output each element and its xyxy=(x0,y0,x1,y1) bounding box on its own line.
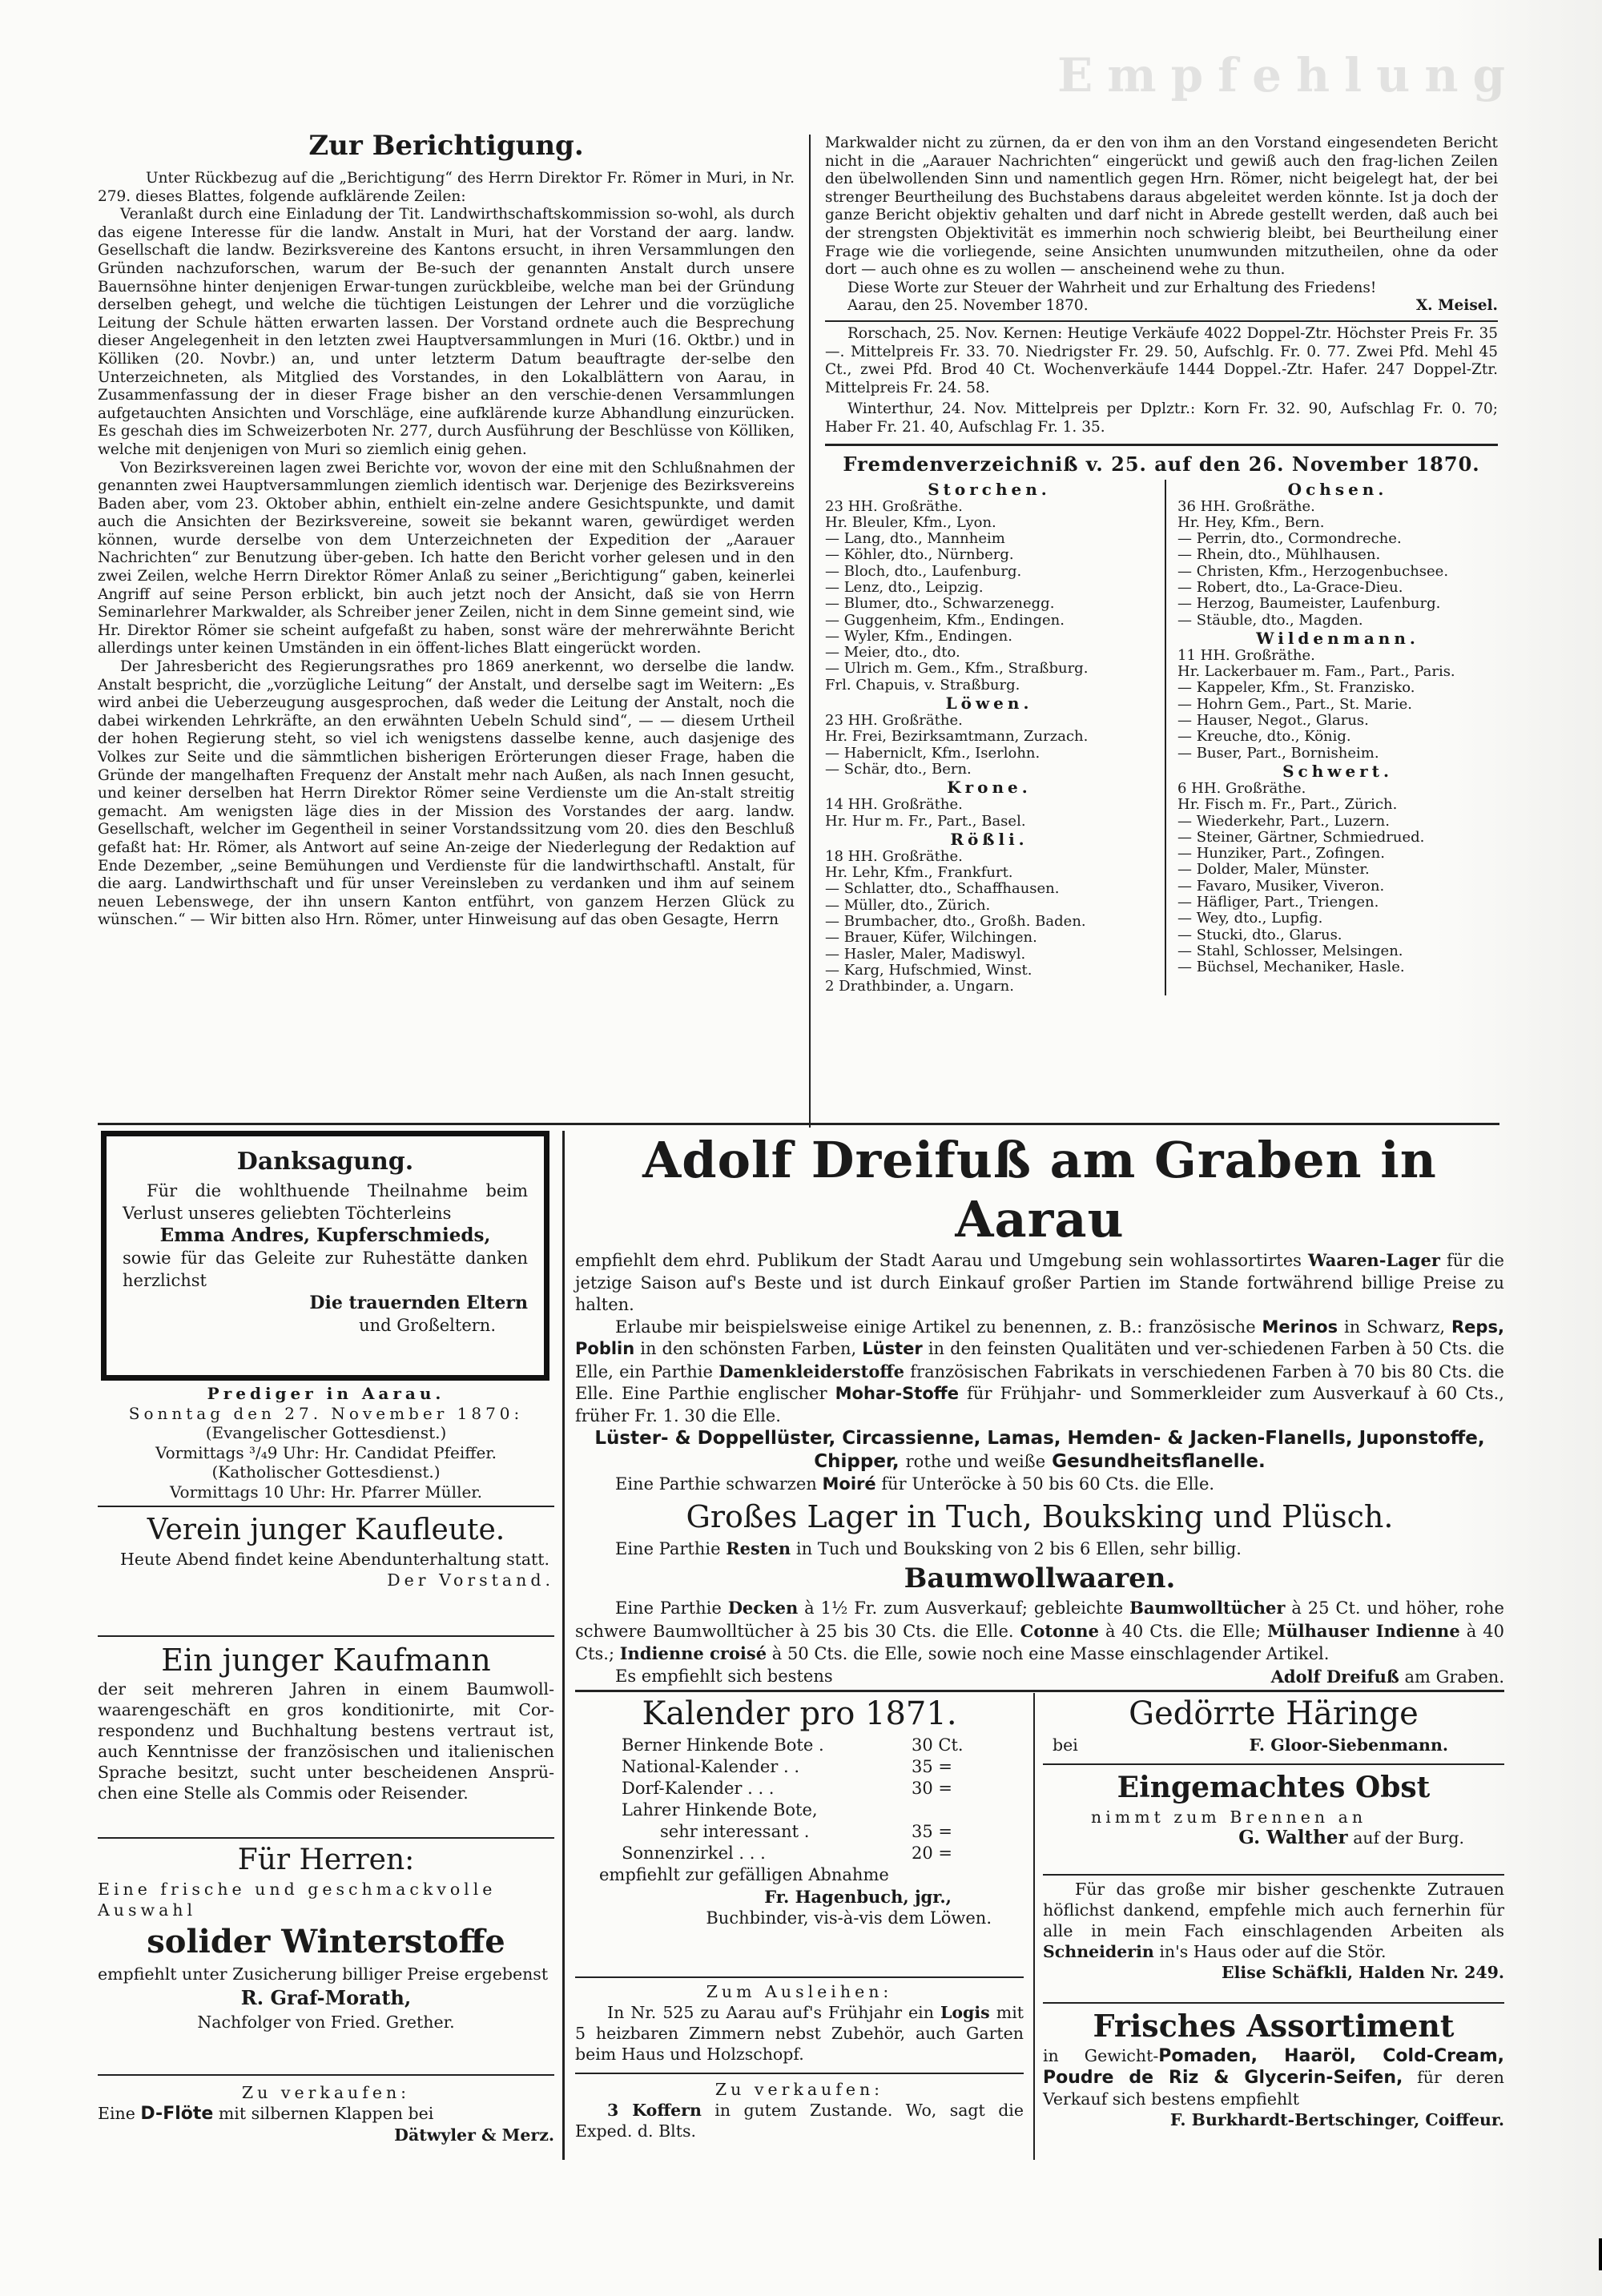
edge-mark xyxy=(1599,2238,1602,2270)
kalender-row xyxy=(622,1735,1000,1756)
prediger-line: (Evangelischer Gottesdienst.) xyxy=(205,1423,447,1442)
berichtigung-continuation xyxy=(825,135,1498,995)
guest: — Hasler, Maler, Madiswyl. xyxy=(825,946,1026,963)
guest: 18 HH. Großräthe. xyxy=(825,848,963,865)
dreifuss-bold: Reps, Poblin xyxy=(575,1317,1504,1358)
kaufmann-notice xyxy=(98,1642,554,1803)
kalender-seller: Fr. Hagenbuch, jgr., xyxy=(764,1887,952,1907)
guest: — Wyler, Kfm., Endingen. xyxy=(825,628,1012,645)
guest: — Lang, dto., Mannheim xyxy=(825,531,1005,548)
guest: 6 HH. Großräthe. xyxy=(1177,780,1306,797)
dreifuss-bold: Merinos xyxy=(1262,1317,1338,1337)
dreifuss-text: in Schwarz, xyxy=(1344,1317,1446,1337)
danksagung-name: Emma Andres, Kupferschmieds, xyxy=(159,1224,491,1246)
guest: — Bloch, dto., Laufenburg. xyxy=(825,563,1022,580)
signature: X. Meisel. xyxy=(1415,297,1498,315)
guest: — Hohrn Gem., Part., St. Marie. xyxy=(1177,696,1412,713)
kalender-ad xyxy=(575,1693,1024,1929)
berichtigung-paragraph: Von Bezirksvereinen lagen zwei Berichte vor, wovon der eine mit den Schlußnahmen der genannten zwei Hauptversammlungen ziemlich identisch war. Derjenige des Bezirksvereins Baden aber, vom 23. Oktober abhin, enthielt ein-zelne andere Gesichtspunkte, und damit auch die Ansichten der Bezirksvereine, soweit sie bekannt waren, gewürdiget werden können, wurde derselbe von dem Unterzeichneten der Expedition der „Aarauer Nachrichten“ zur Benutzung über-geben. Ich hatte den Bericht vorher gelesen und in den zwei Zeilen, welche Herrn Direktor Römer Anlaß zu seiner „Berichtigung“ gaben, keinerlei Angriff auf seine Person erblickt, bin auch jetzt noch der Ansicht, daß sie von Herrn Seminarlehrer Markwalder, als Schreiber jener Zeilen, nicht in dem Sinne gemeint sind, wie Hr. Direktor Römer sie scheint aufgefaßt zu haben, sonst wäre der mehrerwähnte Bericht allerdings unter keinen Umständen in ein öffent-liches Blatt eingerückt worden. xyxy=(98,459,795,657)
fremden-right xyxy=(1177,480,1498,995)
berichtigung-title: Zur Berichtigung. xyxy=(308,130,584,162)
hotel-name: Storchen. xyxy=(928,479,1051,499)
kaufmann-title: Ein junger Kaufmann xyxy=(161,1643,491,1678)
verkaufen-text: Eine xyxy=(98,2104,135,2123)
ausleihen-text: In Nr. 525 zu Aarau auf's Frühjahr ein xyxy=(607,2003,934,2022)
guest: Hr. Hur m. Fr., Part., Basel. xyxy=(825,813,1026,830)
dreifuss-bold: Mohar-Stoffe xyxy=(835,1384,960,1403)
dreifuss-text: à 40 Cts.; xyxy=(575,1621,1504,1663)
herren-text: Eine frische und geschmackvolle Auswahl xyxy=(98,1880,497,1920)
dreifuss-bold: Waaren-Lager xyxy=(1308,1250,1440,1270)
schneiderin-signature: Elise Schäfkli, Halden Nr. 249. xyxy=(1222,1963,1504,1982)
danksagung-signature: und Großeltern. xyxy=(359,1316,496,1335)
dreifuss-text: am Graben. xyxy=(1404,1667,1504,1687)
kalender-item: Berner Hinkende Bote . xyxy=(622,1735,824,1755)
ad-rule xyxy=(98,1506,554,1507)
guest: — Christen, Kfm., Herzogenbuchsee. xyxy=(1177,563,1449,580)
column-divider xyxy=(809,135,811,1128)
verkaufen-text: in gutem Zustande. Wo, sagt die Exped. d. Blts. xyxy=(575,2101,1024,2141)
guest: Frl. Chapuis, v. Straßburg. xyxy=(825,677,1020,694)
assortiment-signature: F. Burkhardt-Bertschinger, Coiffeur. xyxy=(1169,2110,1504,2129)
dreifuss-closing: Es empfiehlt sich bestens xyxy=(615,1666,833,1686)
guest: Hr. Lehr, Kfm., Frankfurt. xyxy=(825,865,1013,882)
market-report: Winterthur, 24. Nov. Mittelpreis per Dplztr.: Korn Fr. 32. 90, Aufschlag Fr. 0. 70; Haber Fr. 21. 40, Aufschlag Fr. 1. 35. xyxy=(825,400,1498,436)
dreifuss-signature: Adolf Dreifuß xyxy=(1270,1666,1399,1687)
herren-ad xyxy=(98,1842,554,2033)
dreifuss-bold: Decken xyxy=(727,1598,799,1618)
guest: — Buser, Part., Bornisheim. xyxy=(1177,745,1379,762)
guest: — Stäuble, dto., Magden. xyxy=(1177,612,1363,629)
bleed-through-ghost-text: Empfehlung xyxy=(1057,48,1520,103)
danksagung-box xyxy=(101,1131,549,1381)
hotel-name: Schwert. xyxy=(1282,761,1393,781)
danksagung-signature: Die trauernden Eltern xyxy=(309,1293,528,1313)
section-rule xyxy=(575,1690,1504,1692)
dreifuss-text: in Tuch und Bouksking von 2 bis 6 Ellen, sehr billig. xyxy=(795,1538,1242,1558)
guest: — Meier, dto., dto. xyxy=(825,645,960,661)
guest: — Brumbacher, dto., Großh. Baden. xyxy=(825,914,1086,931)
verein-notice xyxy=(98,1512,554,1590)
dreifuss-text: à 1½ Fr. zum Ausverkauf; gebleichte xyxy=(804,1598,1124,1618)
section-rule xyxy=(825,444,1498,446)
verein-signature: Der Vorstand. xyxy=(387,1570,554,1590)
schneiderin-text: Für das große mir bisher geschenkte Zutrauen höflichst dankend, empfehle mich auch fernerhin für alle in mein Fach einschlagenden Arbeiten als xyxy=(1043,1880,1504,1940)
dreifuss-text: in den feinsten Qualitäten und ver-schiedenen Farben à 50 Cts. die Elle, ein Parthie xyxy=(575,1339,1504,1381)
guest: — Dolder, Maler, Münster. xyxy=(1177,862,1370,879)
prediger-title: Prediger in Aarau. xyxy=(207,1384,445,1403)
kalender-title: Kalender pro 1871. xyxy=(642,1695,957,1732)
kalender-seller-location: Buchbinder, vis-à-vis dem Löwen. xyxy=(706,1908,992,1928)
ad-rule xyxy=(1043,2002,1504,2004)
assortiment-text: in Gewicht- xyxy=(1043,2046,1159,2065)
dreifuss-text: für Frühjahr- und Sommerkleider zum Ausverkauf à 60 Cts., früher Fr. 1. 30 die Elle. xyxy=(575,1384,1504,1425)
kalender-price: 30 = xyxy=(912,1779,952,1798)
dreifuss-text: Eine Parthie xyxy=(615,1598,722,1618)
guest: Hr. Lackerbauer m. Fam., Part., Paris. xyxy=(1177,664,1455,681)
schneiderin-bold: Schneiderin xyxy=(1043,1942,1154,1961)
kalender-row xyxy=(622,1756,1000,1778)
fremden-left xyxy=(825,480,1153,995)
dreifuss-ad xyxy=(575,1131,1504,1688)
haeringe-ad xyxy=(1043,1693,1504,1755)
dreifuss-text: für die jetzige Saison auf's Beste und ist durch Einkauf großer Partien im Stande fortwährend billige Preise zu halten. xyxy=(575,1251,1504,1314)
berichtigung-paragraph: Der Jahresbericht des Regierungsrathes pro 1869 anerkennt, wo derselbe die landw. Anstalt bespricht, die „vorzügliche Leitung“ der Anstalt, und derselbe sagt im Weitern: „Es wird anbei die Ueberzeugung ausgesprochen, daß weder die Leitung der Anstalt, noch die dabei wirkenden Lehrkräfte, an den erwähnten Uebeln Schuld sind“, — — diesem Urtheil der hohen Regierung steht, so viel ich wenigstens dasselbe kenne, auch dasjenige des Volkes zur Seite und die sämmtlichen bisherigen Erörterungen dieser Frage, haben die Gründe der mangelhaften Frequenz der Anstalt mehr nach Außen, als nach Innen gesucht, und keiner derselben hat Herrn Direktor Römer seine Verdienste um die An-stalt streitig gemacht. Am wenigsten läge dies in der Mission des Vorstandes der aarg. landw. Gesellschaft, welcher im Gegentheil in seiner Vorstandssitzung vom 20. dies den Beschluß gefaßt hat: Hr. Römer, als Antwort auf seine An-zeige der Niederlegung der Redaktion auf Ende Dezember, „seine Bemühungen und Verdienste für die landwirthschaftl. Anstalt, für die aarg. Landwirthschaft und für unser Vereinsleben zu verdanken und ihm auf seinem neuen Lebenswege, der ihn unsern Kanton entführt, von ganzem Herzen Glück zu wünschen.“ — Wir bitten also Hrn. Römer, unter Hinweisung auf das oben Gesagte, Herrn xyxy=(98,658,795,929)
verkaufen-heading: Zu verkaufen: xyxy=(714,2080,884,2099)
guest: — Ulrich m. Gem., Kfm., Straßburg. xyxy=(825,661,1089,678)
guest: — Stahl, Schlosser, Melsingen. xyxy=(1177,943,1403,959)
kalender-item: Sonnenzirkel . . . xyxy=(622,1844,766,1863)
haeringe-text: bei xyxy=(1053,1735,1078,1755)
guest: — Wey, dto., Lupfig. xyxy=(1177,911,1323,927)
guest: — Herzog, Baumeister, Laufenburg. xyxy=(1177,596,1441,613)
dreifuss-text: à 25 Ct. und höher, rohe schwere Baumwolltücher à 25 bis 30 Cts. die Elle. xyxy=(575,1598,1504,1641)
guest: 14 HH. Großräthe. xyxy=(825,797,963,814)
guest: — Lenz, dto., Leipzig. xyxy=(825,579,984,596)
guest: — Rhein, dto., Mühlhausen. xyxy=(1177,547,1381,564)
dreifuss-text: französischen Fabrikats in verschiedenen Farben à 70 bis 80 Cts. die Elle. Eine Parthie englischer xyxy=(575,1361,1504,1403)
ausleihen-text: mit 5 heizbaren Zimmern nebst Zubehör, auch Garten beim Haus und Holzschopf. xyxy=(575,2003,1024,2064)
kalender-item: Dorf-Kalender . . . xyxy=(622,1779,775,1798)
dreifuss-bold: Baumwolltücher xyxy=(1129,1598,1286,1618)
fremden-columns xyxy=(825,480,1498,995)
kalender-row xyxy=(622,1799,1000,1821)
dreifuss-text: für Unteröcke à 50 bis 60 Cts. die Elle. xyxy=(881,1474,1215,1494)
obst-text: nimmt zum Brennen an xyxy=(1091,1807,1367,1827)
verkaufen-left-ad xyxy=(98,2082,554,2145)
guest: — Büchsel, Mechaniker, Hasle. xyxy=(1177,959,1405,976)
herren-text: empfiehlt unter Zusicherung billiger Preise ergebenst xyxy=(98,1964,549,1984)
hotel-name: Löwen. xyxy=(945,694,1033,714)
dreifuss-bold: Cotonne xyxy=(1020,1620,1099,1641)
herren-successor: Nachfolger von Fried. Grether. xyxy=(197,2013,455,2032)
guest: — Guggenheim, Kfm., Endingen. xyxy=(825,612,1065,629)
ad-rule xyxy=(575,1976,1024,1978)
guest: — Robert, dto., La-Grace-Dieu. xyxy=(1177,579,1403,596)
guest: Hr. Frei, Bezirksamtmann, Zurzach. xyxy=(825,729,1089,746)
dreifuss-text: empfiehlt dem ehrd. Publikum der Stadt Aarau und Umgebung sein wohlassortirtes xyxy=(575,1251,1302,1270)
hotel-name: Ochsen. xyxy=(1287,479,1388,499)
kalender-price: 20 = xyxy=(912,1844,952,1863)
kalender-text: empfiehlt zur gefälligen Abnahme xyxy=(599,1865,889,1884)
berichtigung-paragraph: Unter Rückbezug auf die „Berichtigung“ des Herrn Direktor Fr. Römer in Muri, in Nr. 279. dieses Blattes, folgende aufklärende Zeilen: xyxy=(98,170,795,205)
schneiderin-text: in's Haus oder auf die Stör. xyxy=(1159,1942,1387,1961)
guest: 23 HH. Großräthe. xyxy=(825,713,963,730)
assortiment-products: Pomaden, Haaröl, Cold-Cream, Poudre de Riz & Glycerin-Seifen, xyxy=(1043,2046,1504,2088)
danksagung-text: sowie für das Geleite zur Ruhestätte danken herzlichst xyxy=(123,1249,528,1290)
berichtigung-paragraph: Veranlaßt durch eine Einladung der Tit. Landwirthschaftskommission so-wohl, als durch das eigene Interesse für die landw. Anstalt in Muri, hat der Vorstand der aarg. landw. Gesellschaft die landw. Bezirksvereine des Kantons ersucht, in ihren Versammlungen den Gründen nachzuforschen, warum der Be-such der genannten Anstalt durch unsere Bauernsöhne hinter denjenigen Erwar-tungen zurückbleibe, welche man bei der Gründung derselben gehegt, und welche die tüchtigen Leistungen der Lehrer und die vorzügliche Leitung der Schule hätten erwarten lassen. Der Vorstand ordnete auch die Besprechung dieser Angelegenheit in den letzten zwei Hauptversammlungen in Muri (16. Oktbr.) und in Kölliken (20. Novbr.) an, und unter letzterm Datum beauftragte der-selbe den Unterzeichneten, als Mitglied des Vorstandes, in den Lokalblättern von Aarau, in Zusammenfassung der in dieser Frage bisher an den verschie-denen Versammlungen aufgetauchten Ansichten und Vorschläge, eine aufklärende kurze Abhandlung einzurücken. Es geschah dies im Schweizerboten Nr. 277, durch Ausführung der Beschlüsse von Kölliken, welche mit denjenigen von Muri so ziemlich einig gehen. xyxy=(98,206,795,458)
guest: 23 HH. Großräthe. xyxy=(825,498,963,515)
kalender-price: 35 = xyxy=(912,1757,952,1776)
kalender-row xyxy=(622,1843,1000,1864)
dreifuss-baumwoll: Baumwollwaaren. xyxy=(904,1562,1176,1594)
guest: 36 HH. Großräthe. xyxy=(1177,498,1315,515)
dreifuss-fabrics: Gesundheitsflanelle. xyxy=(1052,1451,1266,1472)
market-report: Rorschach, 25. Nov. Kernen: Heutige Verkäufe 4022 Doppel-Ztr. Höchster Preis Fr. 35 —. Mittelpreis Fr. 33. 70. Niedrigster Fr. 29. 50, Aufschlg. Fr. 0. 77. Zwei Pfd. Mehl 45 Ct., zwei Pfd. Brod 40 Ct. Wochenverkäufe 1444 Doppel.-Ztr. Hafer. 247 Doppel-Ztr. Mittelpreis Fr. 24. 58. xyxy=(825,324,1498,396)
prediger-line: (Katholischer Gottesdienst.) xyxy=(211,1462,441,1482)
continuation-paragraph: Diese Worte zur Steuer der Wahrheit und zur Erhaltung des Friedens! xyxy=(847,279,1377,296)
verkaufen-right-ad xyxy=(575,2079,1024,2141)
ad-rule xyxy=(98,2074,554,2076)
kalender-price: 30 Ct. xyxy=(912,1735,964,1755)
dreifuss-text: à 40 Cts. die Elle; xyxy=(1105,1621,1262,1641)
guest: — Steiner, Gärtner, Schmiedrued. xyxy=(1177,829,1425,846)
dreifuss-bold: Mülhauser Indienne xyxy=(1267,1620,1460,1641)
dreifuss-text: in den schönsten Farben, xyxy=(640,1339,857,1358)
kalender-row xyxy=(622,1821,1000,1843)
herren-title: Für Herren: xyxy=(237,1844,415,1876)
obst-title: Eingemachtes Obst xyxy=(1117,1771,1431,1804)
haeringe-seller: F. Gloor-Siebenmann. xyxy=(1249,1735,1448,1755)
guest: — Wiederkehr, Part., Luzern. xyxy=(1177,813,1390,830)
dreifuss-fabrics: Lüster- & Doppellüster, Circassienne, Lamas, Hemden- & Jacken-Flanells, Juponstoffe, Chipper, xyxy=(594,1428,1485,1472)
guest: — Blumer, dto., Schwarzenegg. xyxy=(825,596,1055,613)
ad-rule xyxy=(575,2073,1024,2074)
ad-rule xyxy=(1043,1763,1504,1765)
kalender-item: National-Kalender . . xyxy=(622,1757,800,1776)
ad-rule xyxy=(1043,1874,1504,1876)
obst-name: G. Walther xyxy=(1238,1827,1348,1848)
dreifuss-bold: Lüster xyxy=(862,1339,923,1358)
verkaufen-item: D-Flöte xyxy=(140,2104,214,2124)
section-rule xyxy=(98,1123,1499,1125)
verein-title: Verein junger Kaufleute. xyxy=(147,1514,505,1546)
dreifuss-bold: Damenkleiderstoffe xyxy=(718,1361,904,1381)
verkaufen-heading: Zu verkaufen: xyxy=(241,2083,411,2102)
fremden-divider xyxy=(1165,480,1166,995)
herren-merchant: R. Graf-Morath, xyxy=(240,1986,412,2009)
danksagung-title: Danksagung. xyxy=(236,1148,414,1176)
dreifuss-lager: Großes Lager in Tuch, Bouksking und Plüsch. xyxy=(686,1498,1394,1534)
haeringe-title: Gedörrte Häringe xyxy=(1129,1695,1419,1732)
prediger-date: Sonntag den 27. November 1870: xyxy=(128,1403,524,1423)
kalender-price xyxy=(912,1799,1000,1821)
dreifuss-text: rothe und weiße xyxy=(905,1452,1046,1471)
verkaufen-text: mit silbernen Klappen bei xyxy=(218,2104,434,2123)
dreifuss-text: Eine Parthie schwarzen xyxy=(615,1474,817,1494)
prediger-line: Vormittags ³/₄9 Uhr: Hr. Candidat Pfeiffer. xyxy=(155,1442,497,1462)
guest: — Brauer, Küfer, Wilchingen. xyxy=(825,930,1037,947)
guest: — Kreuche, dto., König. xyxy=(1177,729,1351,746)
kalender-item: sehr interessant . xyxy=(660,1822,810,1841)
verkaufen-item: 3 Koffern xyxy=(607,2101,702,2120)
ad-rule xyxy=(98,1837,554,1839)
guest: 11 HH. Großräthe. xyxy=(1177,647,1315,664)
dreifuss-bold: Moiré xyxy=(822,1474,876,1494)
guest: Hr. Bleuler, Kfm., Lyon. xyxy=(825,514,996,531)
hotel-name: Wildenmann. xyxy=(1256,628,1419,648)
dreifuss-text: à 50 Cts. die Elle, sowie noch eine Masse einschlagender Artikel. xyxy=(771,1644,1330,1663)
guest: — Perrin, dto., Cormondreche. xyxy=(1177,531,1402,548)
dreifuss-bold: Indienne croisé xyxy=(619,1643,767,1663)
guest: — Favaro, Musiker, Viveron. xyxy=(1177,878,1385,895)
guest: — Müller, dto., Zürich. xyxy=(825,897,991,914)
guest: — Schär, dto., Bern. xyxy=(825,761,972,778)
dreifuss-text: Eine Parthie xyxy=(615,1538,721,1558)
ad-rule xyxy=(98,1635,554,1637)
prediger-notice xyxy=(98,1384,554,1502)
place-date: Aarau, den 25. November 1870. xyxy=(847,297,1089,315)
schneiderin-ad xyxy=(1043,1879,1504,1983)
guest: — Köhler, dto., Nürnberg. xyxy=(825,547,1014,564)
column-divider xyxy=(562,1131,565,2160)
guest: — Hunziker, Part., Zofingen. xyxy=(1177,846,1385,863)
kaufmann-text: der seit mehreren Jahren in einem Baumwoll-waarengeschäft en gros konditionirte, mit Cor-respondenz und Buchhaltung bestens vertraut ist, auch Kenntnisse der französischen und italienischen Sprache besitzt, sucht unter bescheidenen Ansprü-chen eine Stelle als Commis oder Reisender. xyxy=(98,1679,554,1803)
guest: — Häfliger, Part., Triengen. xyxy=(1177,895,1379,911)
prediger-line: Vormittags 10 Uhr: Hr. Pfarrer Müller. xyxy=(169,1482,483,1502)
column-divider xyxy=(1033,1693,1035,2160)
obst-ad xyxy=(1043,1768,1504,1848)
ausleihen-heading: Zum Ausleihen: xyxy=(706,1982,893,2001)
kalender-item: Lahrer Hinkende Bote, xyxy=(622,1800,818,1820)
dreifuss-text: Erlaube mir beispielsweise einige Artikel zu benennen, z. B.: französische xyxy=(615,1317,1256,1337)
continuation-paragraph: Markwalder nicht zu zürnen, da er den von ihm an den Vorstand eingesendeten Bericht nicht in die „Aarauer Nachrichten“ eingerückt und gewiß auch den frag-lichen Zeilen den übelwollenden Sinn und namentlich gegen Hrn. Römer, nicht beigelegt hat, der bei strenger Beurtheilung des Buchstabens daraus abgeleitet werden könnte. Ist ja doch der ganze Bericht objektiv gehalten und darf nicht in Abrede gestellt werden, daß auch bei der strengsten Objektivität es immerhin noch schwierig bleibt, bei Beurtheilung einer Frage wie die vorliegende, seine Ansichten unumwunden mitzutheilen, ohne da oder dort — auch ohne es zu wollen — anscheinend wehe zu thun. xyxy=(825,135,1498,279)
guest: — Karg, Hufschmied, Winst. xyxy=(825,962,1032,979)
guest: Hr. Hey, Kfm., Bern. xyxy=(1177,514,1325,531)
guest: — Kappeler, Kfm., St. Franzisko. xyxy=(1177,680,1415,697)
guest: Hr. Fisch m. Fr., Part., Zürich. xyxy=(1177,797,1398,814)
obst-text: auf der Burg. xyxy=(1353,1828,1464,1848)
fremden-title: Fremdenverzeichniß v. 25. auf den 26. November 1870. xyxy=(843,452,1480,476)
assortiment-text: für deren Verkauf sich bestens empfiehlt xyxy=(1043,2068,1504,2109)
kalender-row xyxy=(622,1778,1000,1799)
ausleihen-bold: Logis xyxy=(940,2003,990,2022)
guest: — Stucki, dto., Glarus. xyxy=(1177,927,1342,943)
section-rule xyxy=(825,320,1498,322)
assortiment-title: Frisches Assortiment xyxy=(1093,2008,1455,2044)
hotel-name: Krone. xyxy=(947,778,1032,798)
verein-text: Heute Abend findet keine Abendunterhaltung statt. xyxy=(120,1550,550,1569)
herren-product: solider Winterstoffe xyxy=(147,1923,505,1960)
guest: — Hauser, Negot., Glarus. xyxy=(1177,713,1369,730)
ausleihen-ad xyxy=(575,1981,1024,2065)
danksagung-text: Für die wohlthuende Theilnahme beim Verlust unseres geliebten Töchterleins xyxy=(123,1181,528,1223)
kalender-price: 35 = xyxy=(912,1822,952,1841)
hotel-name: Rößli. xyxy=(950,829,1028,849)
assortiment-ad xyxy=(1043,2007,1504,2130)
guest: 2 Drathbinder, a. Ungarn. xyxy=(825,979,1014,995)
guest: — Schlatter, dto., Schaffhausen. xyxy=(825,881,1060,898)
berichtigung-article xyxy=(98,127,795,930)
verkaufen-seller: Dätwyler & Merz. xyxy=(394,2125,554,2145)
dreifuss-bold: Resten xyxy=(726,1538,791,1558)
guest: — Haberniclt, Kfm., Iserlohn. xyxy=(825,745,1040,762)
dreifuss-title: Adolf Dreifuß am Graben in Aarau xyxy=(642,1131,1437,1249)
